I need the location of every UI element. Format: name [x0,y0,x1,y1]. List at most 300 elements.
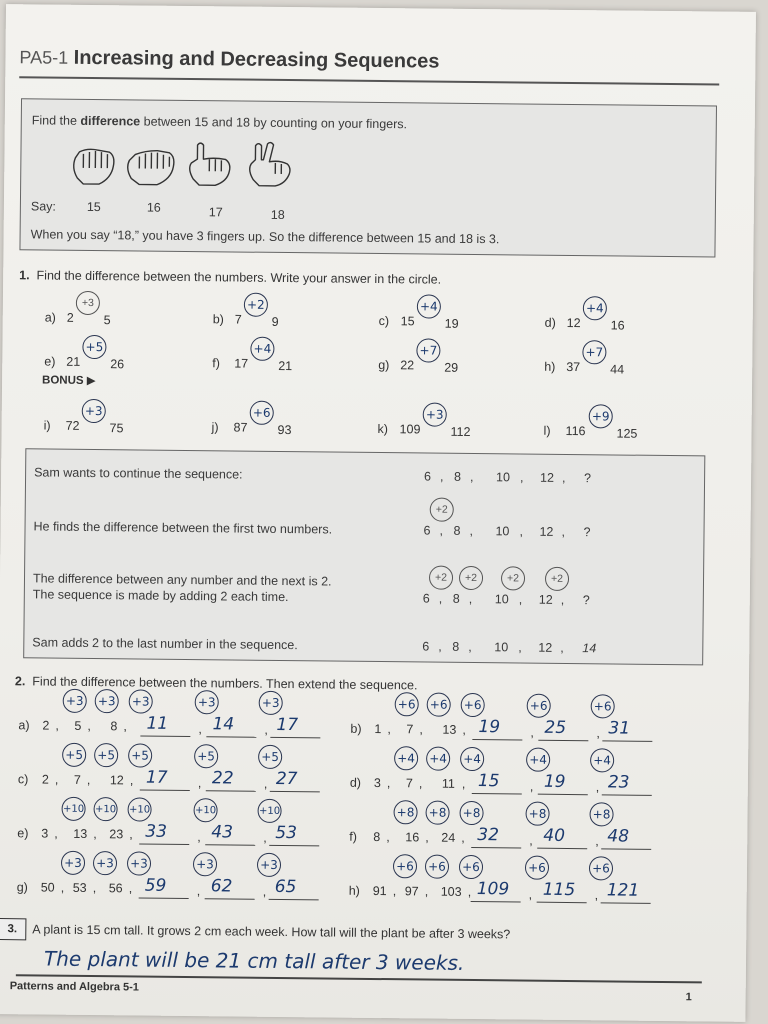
q1-item-first-number: 17 [234,356,249,371]
q2-prompt-text: Find the difference between the numbers. Then extend the sequence. [32,674,418,693]
q2-item [349,854,680,907]
q1-answer-circle[interactable]: +9 [589,404,613,428]
q1-answer-circle[interactable]: +4 [250,337,274,361]
q2-diff-circle[interactable]: +6 [425,855,449,879]
q2-item-label: d) [349,775,362,790]
q2-diff-circle[interactable]: +4 [394,746,418,770]
q2-item-label: a) [18,718,30,733]
q2-diff-circle[interactable]: +6 [525,856,549,880]
sam-seq-number: 8 [452,591,460,606]
q1-prompt-text: Find the difference between the numbers. Write your answer in the circle. [36,268,442,287]
sam-seq-added-number: 14 [582,641,597,656]
page-title [19,46,439,73]
q2-number: 2. [14,674,26,689]
q1-item-second-number: 125 [616,426,638,441]
sam-seq-comma: , [561,524,566,539]
sam-line4: Sam adds 2 to the last number in the sequence. [32,635,298,653]
q1-item-label: f) [212,356,220,371]
q2-diff-circle[interactable]: +6 [393,854,417,878]
q2-comma: , [596,726,600,741]
q2-comma: , [129,827,133,842]
q2-item-label: h) [348,883,360,898]
say-number-17: 17 [208,205,223,220]
title-rule [19,76,719,85]
q2-item [350,692,681,745]
q2-comma: , [424,884,429,899]
q2-handwritten-answer: 40 [543,825,566,846]
q1-item [211,398,361,440]
q2-diff-circle[interactable]: +8 [393,800,417,824]
q1-answer-circle[interactable]: +7 [582,340,606,364]
q2-handwritten-answer: 22 [211,768,234,789]
q2-answer-blank[interactable] [139,844,189,846]
q2-answer-blank[interactable] [602,794,652,796]
q2-answer-blank[interactable] [471,847,521,849]
sam-seq-number: 6 [422,639,430,654]
q3-number-box [0,918,26,940]
sam-seq-comma: , [438,591,443,606]
q3-number: 3. [7,923,18,936]
q2-handwritten-answer: 109 [476,879,510,900]
q2-given-number: 5 [74,718,82,733]
q2-given-number: 103 [440,884,462,899]
q2-item-label: f) [349,829,358,844]
q2-diff-circle[interactable]: +3 [95,689,119,713]
q2-comma: , [392,884,397,899]
q1-answer-circle[interactable]: +5 [82,335,106,359]
q1-item [213,290,363,332]
q1-item-label: d) [544,315,556,330]
q2-given-number: 7 [405,776,413,791]
q2-given-number: 7 [406,722,414,737]
q2-diff-circle[interactable]: +6 [461,693,485,717]
bonus-label: BONUS ▶ [42,374,96,388]
q1-item [45,288,195,330]
q2-handwritten-answer: 27 [275,768,298,790]
q2-given-number: 97 [404,884,419,899]
intro-instruction-post: between 15 and 18 by counting on your fingers. [140,114,408,132]
q2-diff-circle[interactable]: +4 [426,747,450,771]
page-number: 1 [685,991,692,1004]
intro-instruction [32,113,407,131]
q2-diff-circle[interactable]: +10 [93,797,117,821]
footer-title: Patterns and Algebra 5-1 [9,980,139,994]
q1-item [377,400,527,442]
q1-item-first-number: 15 [400,314,415,329]
q2-diff-circle[interactable]: +6 [589,856,613,880]
q2-comma: , [262,884,267,899]
q2-diff-circle[interactable]: +10 [127,797,151,821]
q2-answer-blank[interactable] [139,898,189,900]
q2-diff-circle[interactable]: +5 [194,744,218,768]
sam-seq-number: 10 [496,470,511,485]
q2-handwritten-answer: 15 [477,771,500,792]
q2-diff-circle[interactable]: +5 [62,743,86,767]
sam-diff-circle: +2 [430,498,454,522]
sam-seq-comma: , [470,469,474,484]
q2-answer-blank[interactable] [471,901,521,903]
q2-comma: , [87,718,92,734]
q1-answer-circle[interactable]: +6 [250,401,274,425]
q2-given-number: 23 [109,827,124,842]
q2-item-label: c) [17,772,29,787]
q2-answer-blank[interactable] [205,898,255,900]
fist-icon-15 [74,149,114,184]
q2-comma: , [461,776,466,791]
q1-item [43,396,193,438]
q2-comma: , [528,887,533,902]
sam-line1: Sam wants to continue the sequence: [34,465,243,482]
q2-handwritten-answer: 53 [275,822,298,844]
q2-diff-circle[interactable]: +8 [425,801,449,825]
sam-diff-circle: +2 [429,566,453,590]
say-number-16: 16 [146,200,161,215]
q2-handwritten-answer: 48 [607,826,630,847]
q2-comma: , [86,772,91,787]
q2-handwritten-answer: 62 [210,876,233,897]
sam-seq-number: 6 [424,469,432,484]
intro-box [19,98,717,257]
q2-comma: , [54,826,58,841]
intro-instruction-pre: Find the [31,113,81,128]
q2-given-number: 8 [110,719,118,734]
sam-seq-comma: , [560,640,564,655]
q2-comma: , [467,884,472,899]
q2-answer-blank[interactable] [205,844,255,846]
q1-item-label: b) [212,312,224,327]
q2-diff-circle[interactable]: +3 [259,691,283,715]
q2-comma: , [419,722,424,737]
counting-hands-illustration [67,138,308,197]
q2-comma: , [129,773,134,788]
sam-line3a: The difference between any number and the next is 2. [32,571,332,589]
q2-handwritten-answer: 121 [606,880,640,901]
q2-diff-circle[interactable]: +10 [193,798,217,822]
q2-given-number: 13 [73,826,88,841]
q1-answer-circle[interactable]: +3 [82,399,106,423]
q1-item-first-number: 87 [233,420,248,435]
q2-given-number: 8 [373,829,381,845]
q2-answer-blank[interactable] [270,791,320,793]
q2-comma: , [128,881,133,896]
q2-comma: , [595,780,600,795]
q2-item-label: b) [350,721,362,736]
q2-handwritten-answer: 31 [608,718,631,739]
q2-answer-blank[interactable] [269,845,319,847]
q1-item-first-number: 72 [65,418,80,433]
q3-handwritten-answer: The plant will be 21 cm tall after 3 weeks. [43,946,465,975]
q1-answer-circle[interactable]: +2 [244,293,268,317]
q2-item [18,688,349,741]
q1-item-second-number: 93 [277,422,292,438]
sam-seq-comma: , [520,470,524,485]
q1-item-second-number: 16 [610,318,625,333]
sam-seq-number: 8 [454,469,462,484]
q1-answer-circle[interactable]: +3 [76,291,100,315]
say-number-18: 18 [270,207,285,223]
sam-seq-number: 12 [538,640,553,655]
q2-diff-circle[interactable]: +5 [258,745,282,769]
q2-comma: , [386,830,390,845]
q2-diff-circle[interactable]: +8 [525,802,549,826]
q2-answer-blank[interactable] [206,790,256,792]
q2-comma: , [55,718,60,733]
q2-handwritten-answer: 33 [145,821,168,842]
sam-seq-comma: , [518,592,523,607]
q2-diff-circle[interactable]: +6 [527,694,551,718]
q1-item-first-number: 116 [565,423,586,439]
q2-diff-circle[interactable]: +3 [257,853,281,877]
q1-item-second-number: 29 [444,360,459,375]
sam-seq-comma: , [469,523,474,538]
sam-seq-number: 12 [538,592,553,607]
q1-item-second-number: 26 [110,357,125,372]
q2-comma: , [425,830,429,845]
q2-diff-circle[interactable]: +3 [93,851,117,875]
q1-item-label: a) [44,310,56,325]
q2-diff-circle[interactable]: +3 [193,852,217,876]
q2-item [350,746,681,799]
say-number-15: 15 [86,199,101,215]
q2-given-number: 16 [405,830,420,845]
q2-comma: , [93,827,97,842]
q2-given-number: 3 [41,826,49,841]
q2-comma: , [196,884,201,899]
q2-answer-blank[interactable] [537,848,587,850]
sam-seq-number: 10 [495,524,510,539]
q2-comma: , [387,722,392,737]
q2-answer-blank[interactable] [538,794,588,796]
q1-item-second-number: 9 [271,314,279,329]
q2-answer-blank[interactable] [537,902,587,904]
q2-diff-circle[interactable]: +3 [195,690,219,714]
q2-diff-circle[interactable]: +5 [94,743,118,767]
q1-item [44,332,194,374]
q2-comma: , [263,776,268,791]
q2-diff-circle[interactable]: +3 [127,851,151,875]
q2-item-label: g) [16,880,28,895]
q2-comma: , [198,722,202,737]
q2-handwritten-answer: 19 [478,717,501,738]
q2-diff-circle[interactable]: +6 [459,855,483,879]
q2-comma: , [92,881,97,896]
worksheet-page [0,4,756,1022]
q1-item-first-number: 37 [566,359,581,375]
q2-comma: , [54,772,59,787]
sam-seq-unknown: ? [583,525,591,540]
q2-given-number: 13 [442,722,457,737]
q2-answer-blank[interactable] [472,793,522,795]
q1-item-second-number: 21 [278,358,293,374]
q2-item [349,800,680,853]
q2-comma: , [60,880,65,895]
q1-prompt [19,268,441,286]
q2-comma: , [530,725,534,740]
q1-item [379,292,529,334]
q2-comma: , [595,834,599,849]
q1-item-first-number: 7 [234,312,242,327]
q1-item-label: k) [377,421,389,437]
q2-item [18,742,349,795]
q2-diff-circle[interactable]: +5 [128,743,152,767]
q1-item-label: e) [44,354,56,369]
q2-diff-circle[interactable]: +10 [61,797,85,821]
sam-seq-comma: , [518,640,522,655]
q2-diff-circle[interactable]: +8 [459,801,483,825]
q1-item [543,402,693,444]
q2-answer-blank[interactable] [601,848,651,850]
q1-item-first-number: 21 [66,354,81,369]
q1-number: 1. [19,268,30,283]
q2-handwritten-answer: 43 [211,822,234,843]
q2-comma: , [418,776,423,791]
q1-answer-circle[interactable]: +7 [416,338,440,362]
q2-given-number: 50 [40,880,55,895]
sam-seq-comma: , [468,639,472,654]
q2-item [17,796,348,849]
q2-comma: , [263,830,267,845]
q2-handwritten-answer: 65 [274,876,297,898]
sam-seq-number: 10 [494,640,509,655]
q1-item-second-number: 112 [450,424,471,439]
intro-instruction-bold: difference [80,113,141,129]
q2-given-number: 1 [374,721,382,737]
q1-item [378,336,528,378]
q2-comma: , [529,779,534,794]
q1-item-label: j) [211,420,219,435]
q2-handwritten-answer: 23 [607,772,630,793]
say-label: Say: [30,199,56,214]
q2-answer-blank[interactable] [140,736,190,738]
q2-answer-blank[interactable] [601,902,651,904]
q2-given-number: 91 [372,883,387,899]
sam-diff-circle: +2 [545,567,569,591]
q2-comma: , [594,888,599,903]
sam-line2: He finds the difference between the first two numbers. [33,519,333,537]
q2-handwritten-answer: 59 [144,875,167,896]
q2-answer-blank[interactable] [538,740,588,742]
q1-item-label: i) [43,418,51,433]
q1-item-label: h) [544,359,556,374]
sam-seq-comma: , [440,469,444,484]
sam-seq-comma: , [468,591,473,606]
q2-diff-circle[interactable]: +10 [257,799,281,823]
q2-given-number: 11 [441,776,455,791]
q2-item-label: e) [17,826,29,841]
q1-item-first-number: 12 [566,315,581,331]
q1-item-label: l) [543,423,551,438]
q2-given-number: 7 [73,772,81,787]
sam-seq-unknown: ? [584,471,592,486]
q2-handwritten-answer: 11 [146,713,169,734]
sam-seq-comma: , [438,639,442,654]
sam-seq-comma: , [439,523,444,538]
q2-handwritten-answer: 25 [544,717,567,738]
q2-comma: , [264,722,268,737]
sam-seq-number: 10 [494,592,509,607]
q2-comma: , [197,830,201,845]
sam-seq-number: 6 [422,591,430,606]
sam-seq-number: 6 [423,523,431,538]
q2-given-number: 2 [41,772,49,787]
q1-item-first-number: 109 [399,422,421,437]
q2-diff-circle[interactable]: +3 [61,851,85,875]
q1-item [545,294,695,336]
q2-handwritten-answer: 32 [477,825,500,846]
one-finger-hand-icon-17 [190,143,231,185]
q2-comma: , [462,722,467,737]
q1-item [544,338,694,380]
q1-answer-circle[interactable]: +4 [417,294,441,318]
q1-item-second-number: 75 [109,421,124,436]
sam-diff-circle: +2 [459,566,483,590]
q2-diff-circle[interactable]: +4 [590,748,614,772]
q1-answer-circle[interactable]: +3 [423,402,447,426]
q2-answer-blank[interactable] [602,740,652,742]
q2-handwritten-answer: 17 [276,714,299,736]
sam-seq-comma: , [519,524,524,539]
q2-answer-blank[interactable] [472,739,522,741]
sam-box [23,448,705,665]
q2-given-number: 12 [109,773,124,788]
q2-answer-blank[interactable] [206,736,256,738]
q2-given-number: 24 [441,830,456,845]
q2-diff-circle[interactable]: +3 [129,689,153,713]
sam-seq-number: 12 [540,470,555,485]
q2-diff-circle[interactable]: +4 [460,747,484,771]
q1-answer-circle[interactable]: +4 [583,296,607,320]
q2-handwritten-answer: 19 [543,771,566,792]
fist-icon-16 [128,150,174,184]
page-code: PA5-1 [19,47,69,68]
q1-item-first-number: 22 [400,358,415,373]
q2-given-number: 3 [373,775,381,791]
sam-diff-circle: +2 [501,566,525,590]
q2-diff-circle[interactable]: +8 [589,802,613,826]
q2-diff-circle[interactable]: +4 [526,748,550,772]
q2-comma: , [461,830,465,845]
q1-item-second-number: 19 [444,316,459,331]
sam-seq-comma: , [562,470,566,485]
q2-given-number: 2 [42,718,50,733]
q2-handwritten-answer: 115 [542,879,576,901]
q2-given-number: 56 [108,881,123,896]
q2-diff-circle[interactable]: +6 [395,692,419,716]
two-finger-hand-icon-18 [250,142,291,186]
sam-seq-comma: , [560,592,565,607]
q2-handwritten-answer: 14 [212,714,235,735]
sam-seq-number: 8 [452,639,460,654]
q1-item-first-number: 2 [66,310,74,325]
q2-diff-circle[interactable]: +6 [591,694,615,718]
q2-answer-blank[interactable] [270,737,320,739]
q1-item-second-number: 44 [610,362,625,377]
q1-item-label: c) [378,313,390,329]
q2-diff-circle[interactable]: +6 [427,693,451,717]
q2-given-number: 53 [72,880,87,895]
q2-handwritten-answer: 17 [145,767,168,788]
q1-item-label: g) [378,357,390,373]
q2-answer-blank[interactable] [269,899,319,901]
sam-line3b: The sequence is made by adding 2 each time. [32,587,289,605]
sam-seq-number: 8 [453,523,461,538]
q2-comma: , [197,776,202,791]
q2-answer-blank[interactable] [140,790,190,792]
sam-seq-number: 12 [539,524,554,539]
q2-diff-circle[interactable]: +3 [63,689,87,713]
q2-comma: , [386,776,391,791]
intro-explanation: When you say “18,” you have 3 fingers up. So the difference between 15 and 18 is 3. [30,227,500,247]
